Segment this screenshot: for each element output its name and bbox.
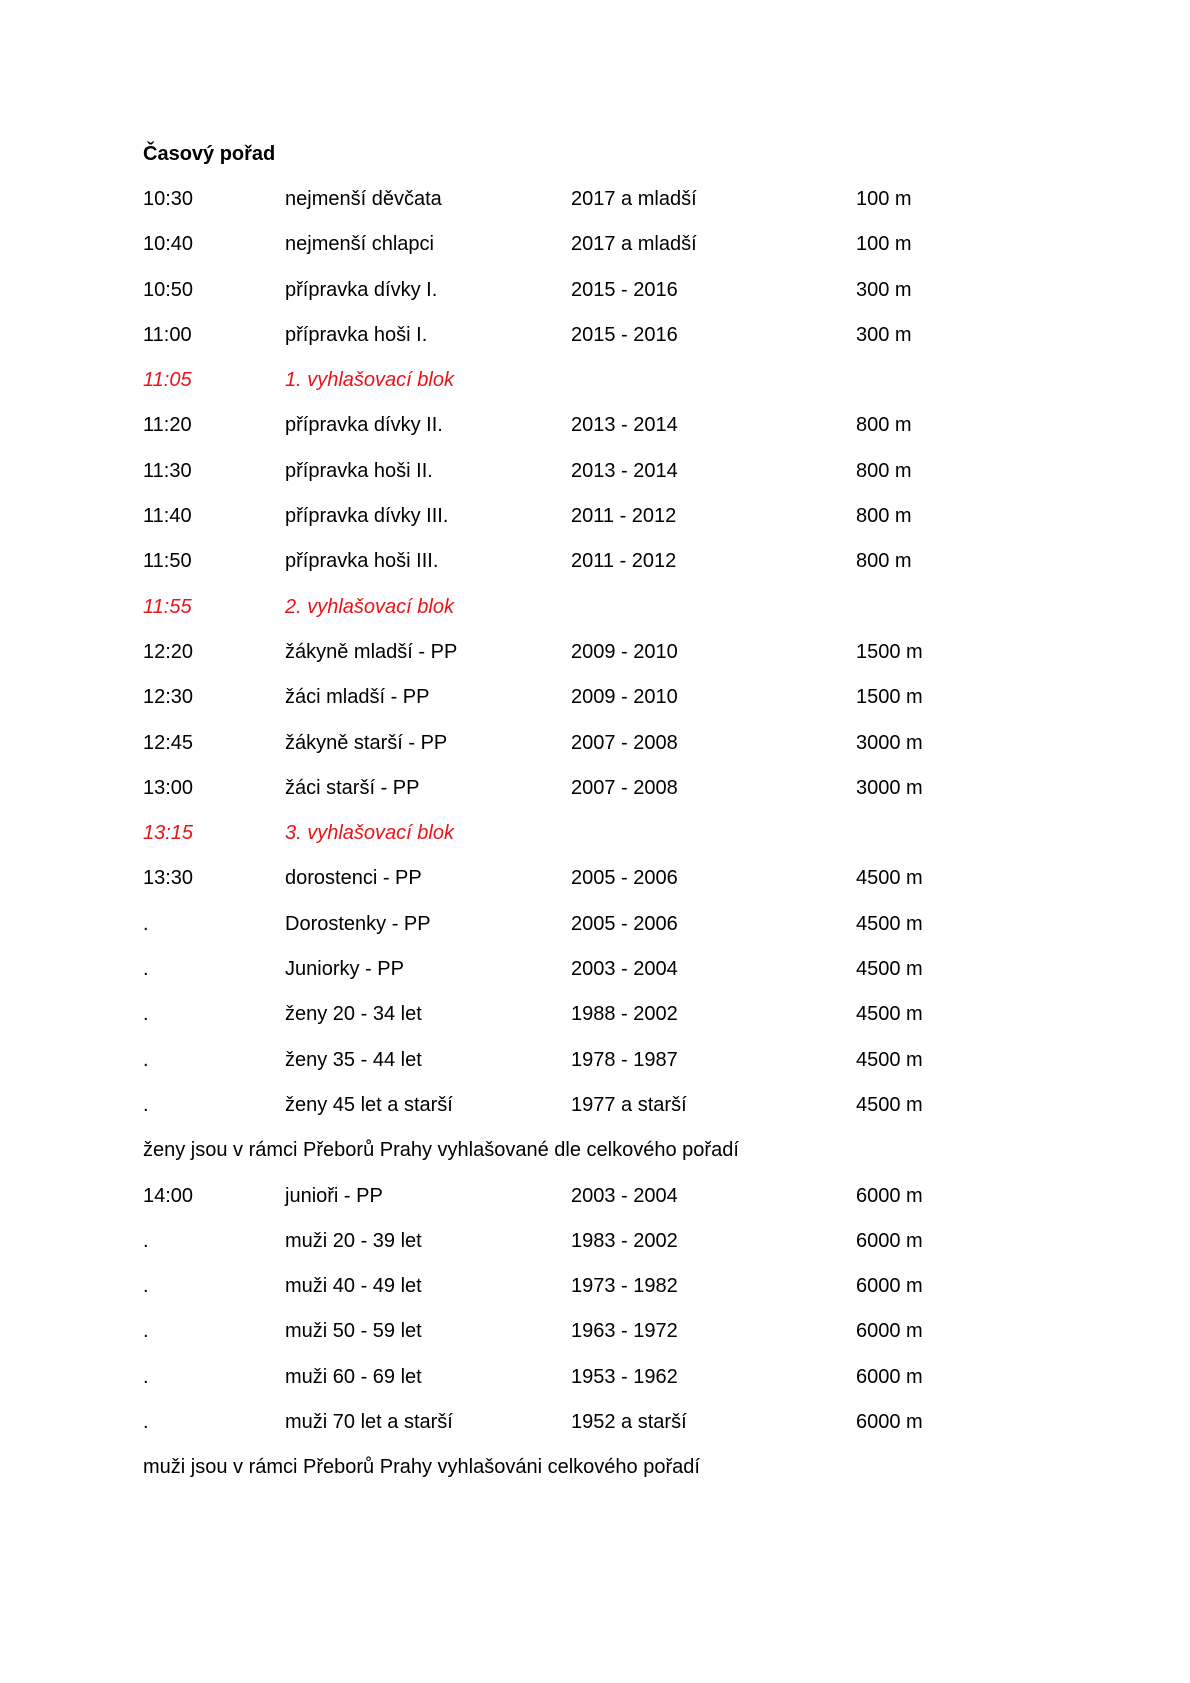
row-years: 1952 a starší [571, 1411, 687, 1434]
row-time: 10:30 [143, 188, 194, 210]
row-category: muži 20 - 39 let [285, 1229, 422, 1252]
schedule-row [143, 323, 1143, 368]
row-time: 13:30 [143, 867, 194, 890]
note-text: muži jsou v rámci Přeborů Prahy vyhlašováni celkového pořadí [143, 1456, 700, 1479]
row-years: 1953 - 1962 [571, 1365, 678, 1388]
ceremony-block-row [143, 368, 1143, 413]
row-category: nejmenší chlapci [285, 233, 434, 256]
schedule-row [143, 866, 1143, 911]
row-distance: 300 m [856, 278, 912, 301]
row-distance: 6000 m [856, 1411, 923, 1434]
row-distance: 4500 m [856, 958, 923, 981]
row-category: ženy 20 - 34 let [285, 1003, 422, 1026]
row-category: žáci mladší - PP [285, 686, 430, 709]
row-years: 1983 - 2002 [571, 1229, 678, 1252]
row-distance: 1500 m [856, 640, 923, 663]
row-time: 11:40 [143, 505, 192, 528]
row-category: přípravka hoši II. [285, 459, 433, 482]
row-distance: 800 m [856, 414, 912, 437]
row-category: žáci starší - PP [285, 776, 420, 799]
row-years: 1978 - 1987 [571, 1048, 678, 1071]
row-years: 2017 a mladší [571, 188, 697, 210]
row-time: 13:15 [143, 822, 194, 845]
ceremony-label: 3. vyhlašovací blok [285, 822, 454, 845]
row-category: žákyně mladší - PP [285, 640, 458, 663]
row-time: 10:50 [143, 278, 194, 301]
row-distance: 300 m [856, 323, 912, 346]
row-distance: 3000 m [856, 731, 923, 754]
schedule-row [143, 640, 1143, 685]
row-time: . [143, 1048, 149, 1071]
row-years: 2013 - 2014 [571, 459, 678, 482]
row-category: Juniorky - PP [285, 958, 404, 981]
schedule-row [143, 912, 1143, 957]
row-distance: 3000 m [856, 776, 923, 799]
row-category: přípravka dívky III. [285, 505, 449, 528]
row-years: 2009 - 2010 [571, 686, 678, 709]
row-category: junioři - PP [285, 1184, 383, 1207]
row-category: nejmenší děvčata [285, 188, 442, 210]
schedule-row [143, 232, 1143, 277]
row-distance: 4500 m [856, 1048, 923, 1071]
schedule-row [143, 413, 1143, 458]
row-time: 13:00 [143, 776, 194, 799]
row-time: 11:30 [143, 459, 192, 482]
row-years: 2015 - 2016 [571, 323, 678, 346]
ceremony-block-row [143, 821, 1143, 866]
schedule-row [143, 1319, 1143, 1364]
row-time: . [143, 1411, 149, 1434]
row-time: . [143, 1320, 149, 1343]
row-distance: 6000 m [856, 1229, 923, 1252]
schedule-note [143, 1138, 1143, 1183]
row-category: muži 50 - 59 let [285, 1320, 422, 1343]
row-time: . [143, 1093, 149, 1116]
row-time: 11:00 [143, 323, 192, 346]
schedule-row [143, 1048, 1143, 1093]
row-distance: 800 m [856, 550, 912, 573]
row-distance: 6000 m [856, 1184, 923, 1207]
schedule-row [143, 1093, 1143, 1138]
row-years: 2015 - 2016 [571, 278, 678, 301]
page-title: Časový pořad [143, 143, 276, 165]
row-category: dorostenci - PP [285, 867, 422, 890]
row-time: . [143, 1003, 149, 1026]
row-category: muži 60 - 69 let [285, 1365, 422, 1388]
row-category: žákyně starší - PP [285, 731, 448, 754]
row-distance: 6000 m [856, 1320, 923, 1343]
schedule-row [143, 1410, 1143, 1455]
row-years: 2007 - 2008 [571, 776, 678, 799]
schedule-row [143, 1274, 1143, 1319]
row-distance: 100 m [856, 233, 912, 256]
schedule-row [143, 1229, 1143, 1274]
row-distance: 6000 m [856, 1275, 923, 1298]
schedule-note [143, 1455, 1143, 1500]
row-time: . [143, 958, 149, 981]
row-time: 11:50 [143, 550, 192, 573]
row-years: 2003 - 2004 [571, 958, 678, 981]
schedule-row [143, 549, 1143, 594]
row-years: 2011 - 2012 [571, 550, 677, 573]
row-category: ženy 45 let a starší [285, 1093, 453, 1116]
row-distance: 6000 m [856, 1365, 923, 1388]
row-years: 1963 - 1972 [571, 1320, 678, 1343]
row-years: 1973 - 1982 [571, 1275, 678, 1298]
row-years: 2013 - 2014 [571, 414, 678, 437]
row-distance: 4500 m [856, 867, 923, 890]
schedule-row [143, 1002, 1143, 1047]
row-time: . [143, 1229, 149, 1252]
schedule-row [143, 731, 1143, 776]
row-years: 2017 a mladší [571, 233, 697, 256]
row-category: přípravka hoši III. [285, 550, 439, 573]
schedule-row [143, 685, 1143, 730]
row-category: ženy 35 - 44 let [285, 1048, 422, 1071]
row-years: 2007 - 2008 [571, 731, 678, 754]
row-time: 12:30 [143, 686, 194, 709]
row-years: 2009 - 2010 [571, 640, 678, 663]
row-time: 14:00 [143, 1184, 194, 1207]
schedule-row [143, 459, 1143, 504]
schedule-row [143, 187, 1143, 232]
schedule-row [143, 1184, 1143, 1229]
row-time: . [143, 912, 149, 935]
schedule-row [143, 776, 1143, 821]
row-category: muži 70 let a starší [285, 1411, 453, 1434]
row-years: 2003 - 2004 [571, 1184, 678, 1207]
row-time: 12:20 [143, 640, 194, 663]
schedule-row [143, 504, 1143, 549]
note-text: ženy jsou v rámci Přeborů Prahy vyhlašované dle celkového pořadí [143, 1139, 739, 1162]
row-time: 11:05 [143, 369, 192, 392]
ceremony-label: 2. vyhlašovací blok [285, 595, 454, 618]
row-time: . [143, 1365, 149, 1388]
row-distance: 4500 m [856, 1093, 923, 1116]
row-years: 2005 - 2006 [571, 912, 678, 935]
schedule-row [143, 278, 1143, 323]
row-years: 2011 - 2012 [571, 505, 677, 528]
row-category: přípravka dívky I. [285, 278, 438, 301]
schedule-row [143, 1365, 1143, 1410]
ceremony-block-row [143, 595, 1143, 640]
row-years: 1977 a starší [571, 1093, 687, 1116]
row-distance: 800 m [856, 505, 912, 528]
row-time: 11:55 [143, 595, 192, 618]
schedule-list [143, 187, 1143, 1501]
row-years: 1988 - 2002 [571, 1003, 678, 1026]
row-time: 10:40 [143, 233, 194, 256]
row-distance: 800 m [856, 459, 912, 482]
row-time: 11:20 [143, 414, 192, 437]
row-category: Dorostenky - PP [285, 912, 431, 935]
row-distance: 4500 m [856, 1003, 923, 1026]
ceremony-label: 1. vyhlašovací blok [285, 369, 454, 392]
row-time: 12:45 [143, 731, 194, 754]
row-category: přípravka dívky II. [285, 414, 443, 437]
schedule-row [143, 957, 1143, 1002]
row-years: 2005 - 2006 [571, 867, 678, 890]
row-distance: 100 m [856, 188, 912, 210]
row-distance: 1500 m [856, 686, 923, 709]
row-time: . [143, 1275, 149, 1298]
row-category: přípravka hoši I. [285, 323, 428, 346]
row-distance: 4500 m [856, 912, 923, 935]
row-category: muži 40 - 49 let [285, 1275, 422, 1298]
